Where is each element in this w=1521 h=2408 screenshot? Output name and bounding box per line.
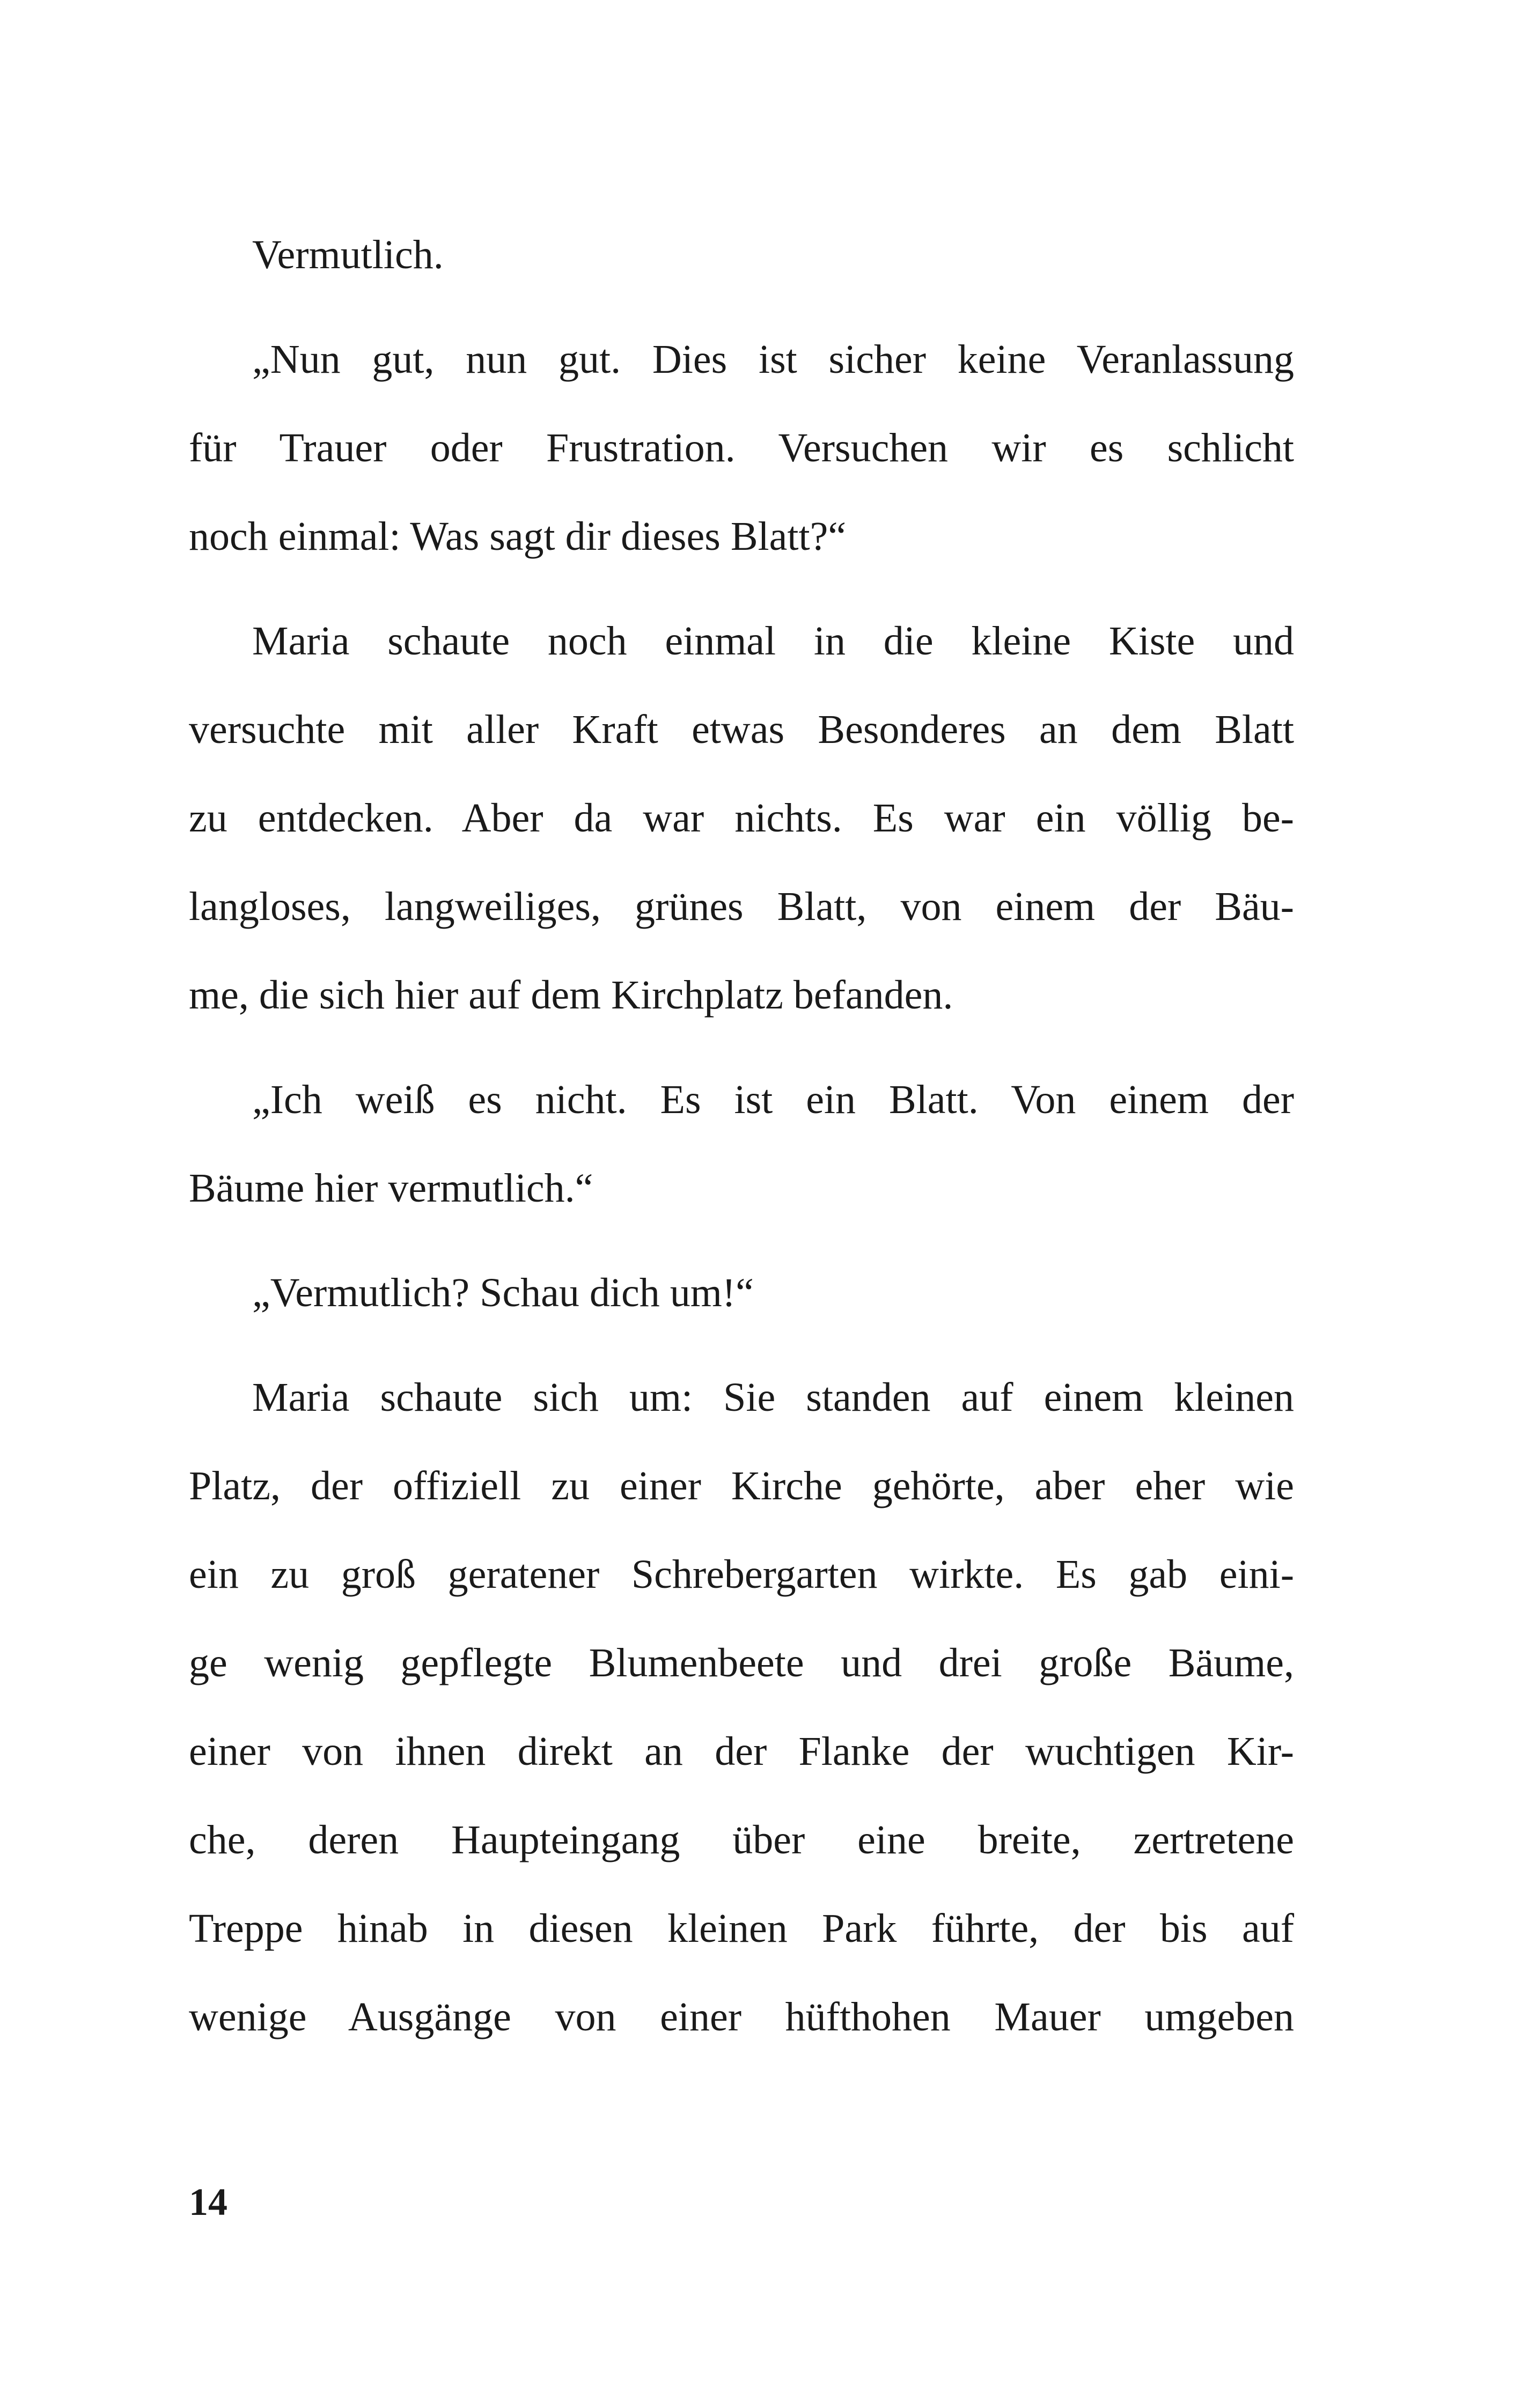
- paragraph-line: für Trauer oder Frustration. Versuchen wir es schlicht: [189, 425, 1294, 470]
- paragraph-line: „Ich weiß es nicht. Es ist ein Blatt. Von einem der: [252, 1077, 1294, 1122]
- paragraph-line: me, die sich hier auf dem Kirchplatz befanden.: [189, 973, 953, 1018]
- paragraph-line: che, deren Haupteingang über eine breite, zertretene: [189, 1817, 1294, 1862]
- paragraph-line: Platz, der offiziell zu einer Kirche gehörte, aber eher wie: [189, 1463, 1294, 1508]
- paragraph-line: ge wenig gepflegte Blumenbeete und drei große Bäume,: [189, 1640, 1294, 1685]
- paragraph-line: langloses, langweiliges, grünes Blatt, von einem der Bäu-: [189, 884, 1294, 929]
- paragraph-line: Maria schaute sich um: Sie standen auf einem kleinen: [252, 1375, 1294, 1420]
- paragraph-line: „Nun gut, nun gut. Dies ist sicher keine Veranlassung: [252, 337, 1294, 382]
- paragraph-line: versuchte mit aller Kraft etwas Besonderes an dem Blatt: [189, 707, 1294, 752]
- paragraph-line: wenige Ausgänge von einer hüfthohen Mauer umgeben: [189, 1994, 1294, 2039]
- paragraph-line: einer von ihnen direkt an der Flanke der wuchtigen Kir-: [189, 1729, 1294, 1774]
- paragraph-line: Treppe hinab in diesen kleinen Park führte, der bis auf: [189, 1906, 1294, 1951]
- paragraph-line: noch einmal: Was sagt dir dieses Blatt?“: [189, 514, 847, 559]
- paragraph-line: ein zu groß geratener Schrebergarten wirkte. Es gab eini-: [189, 1552, 1294, 1597]
- paragraph-line: Bäume hier vermutlich.“: [189, 1166, 593, 1211]
- paragraph-line: Maria schaute noch einmal in die kleine Kiste und: [252, 618, 1294, 664]
- paragraph-line: „Vermutlich? Schau dich um!“: [252, 1270, 754, 1315]
- page-number: 14: [189, 2181, 227, 2223]
- paragraph-line: zu entdecken. Aber da war nichts. Es war ein völlig be-: [189, 796, 1294, 841]
- paragraph-line: Vermutlich.: [252, 232, 444, 277]
